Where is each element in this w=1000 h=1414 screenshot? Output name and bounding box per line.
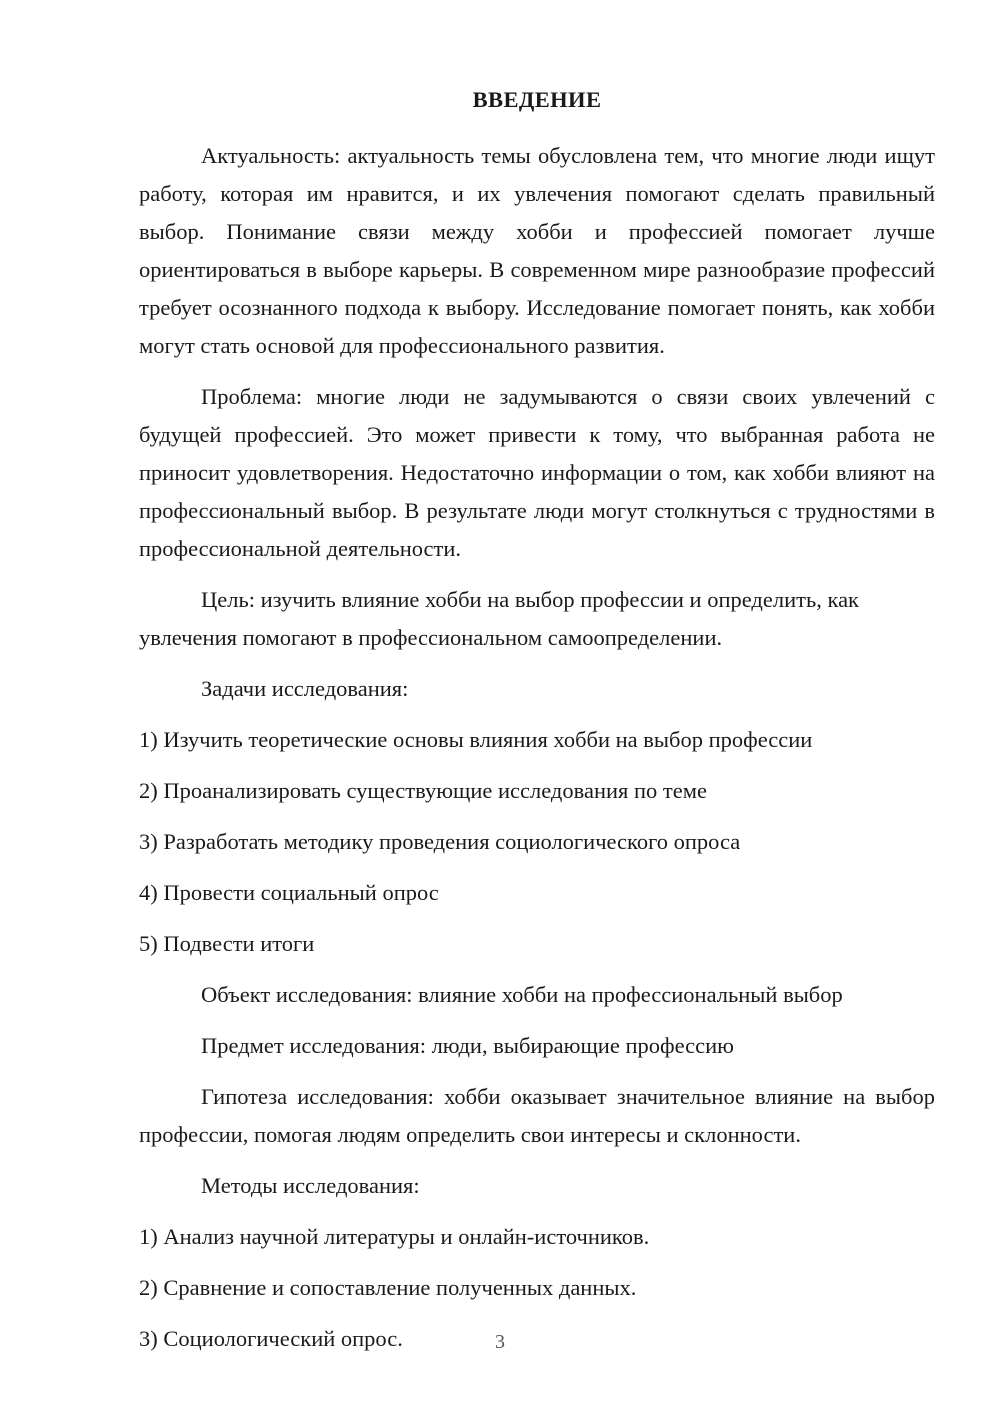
heading-tasks: Задачи исследования: [201,676,409,701]
paragraph-object: Объект исследования: влияние хобби на профессиональный выбор [201,982,843,1007]
list-item: 2) Проанализировать существующие исследования по теме [139,778,707,803]
list-item: 3) Разработать методику проведения социологического опроса [139,829,741,854]
page-number: 3 [495,1331,505,1353]
paragraph-problem: Проблема: многие люди не задумываются о связи своих увлечений с будущей профессией. Это может привести к тому, что выбранная работа не приносит удовлетворения. Недостаточно информации о том, как хобби влияют на профессиональный выбор. В результате люди могут столкнуться с трудностями в профессиональной деятельности. [139,384,935,561]
list-item: 5) Подвести итоги [139,931,315,956]
list-item: 3) Социологический опрос. [139,1326,403,1351]
page-title: ВВЕДЕНИЕ [472,87,602,112]
heading-methods: Методы исследования: [201,1173,420,1198]
paragraph-goal: Цель: изучить влияние хобби на выбор профессии и определить, как увлечения помогают в профессиональном самоопределении. [139,587,859,650]
list-item: 1) Изучить теоретические основы влияния хобби на выбор профессии [139,727,813,752]
list-item: 4) Провести социальный опрос [139,880,439,905]
document-body [139,86,935,1371]
paragraph-relevance: Актуальность: актуальность темы обусловлена тем, что многие люди ищут работу, которая им нравится, и их увлечения помогают сделать правильный выбор. Понимание связи между хобби и профессией помогает лучше ориентироваться в выборе карьеры. В современном мире разнообразие профессий требует осознанного подхода к выбору. Исследование помогает понять, как хобби могут стать основой для профессионального развития. [139,143,935,358]
list-item: 1) Анализ научной литературы и онлайн-источников. [139,1224,650,1249]
list-item: 2) Сравнение и сопоставление полученных данных. [139,1275,637,1300]
tasks-list [139,721,935,963]
paragraph-subject: Предмет исследования: люди, выбирающие профессию [201,1033,734,1058]
paragraph-hypothesis: Гипотеза исследования: хобби оказывает значительное влияние на выбор профессии, помогая людям определить свои интересы и склонности. [139,1084,935,1147]
